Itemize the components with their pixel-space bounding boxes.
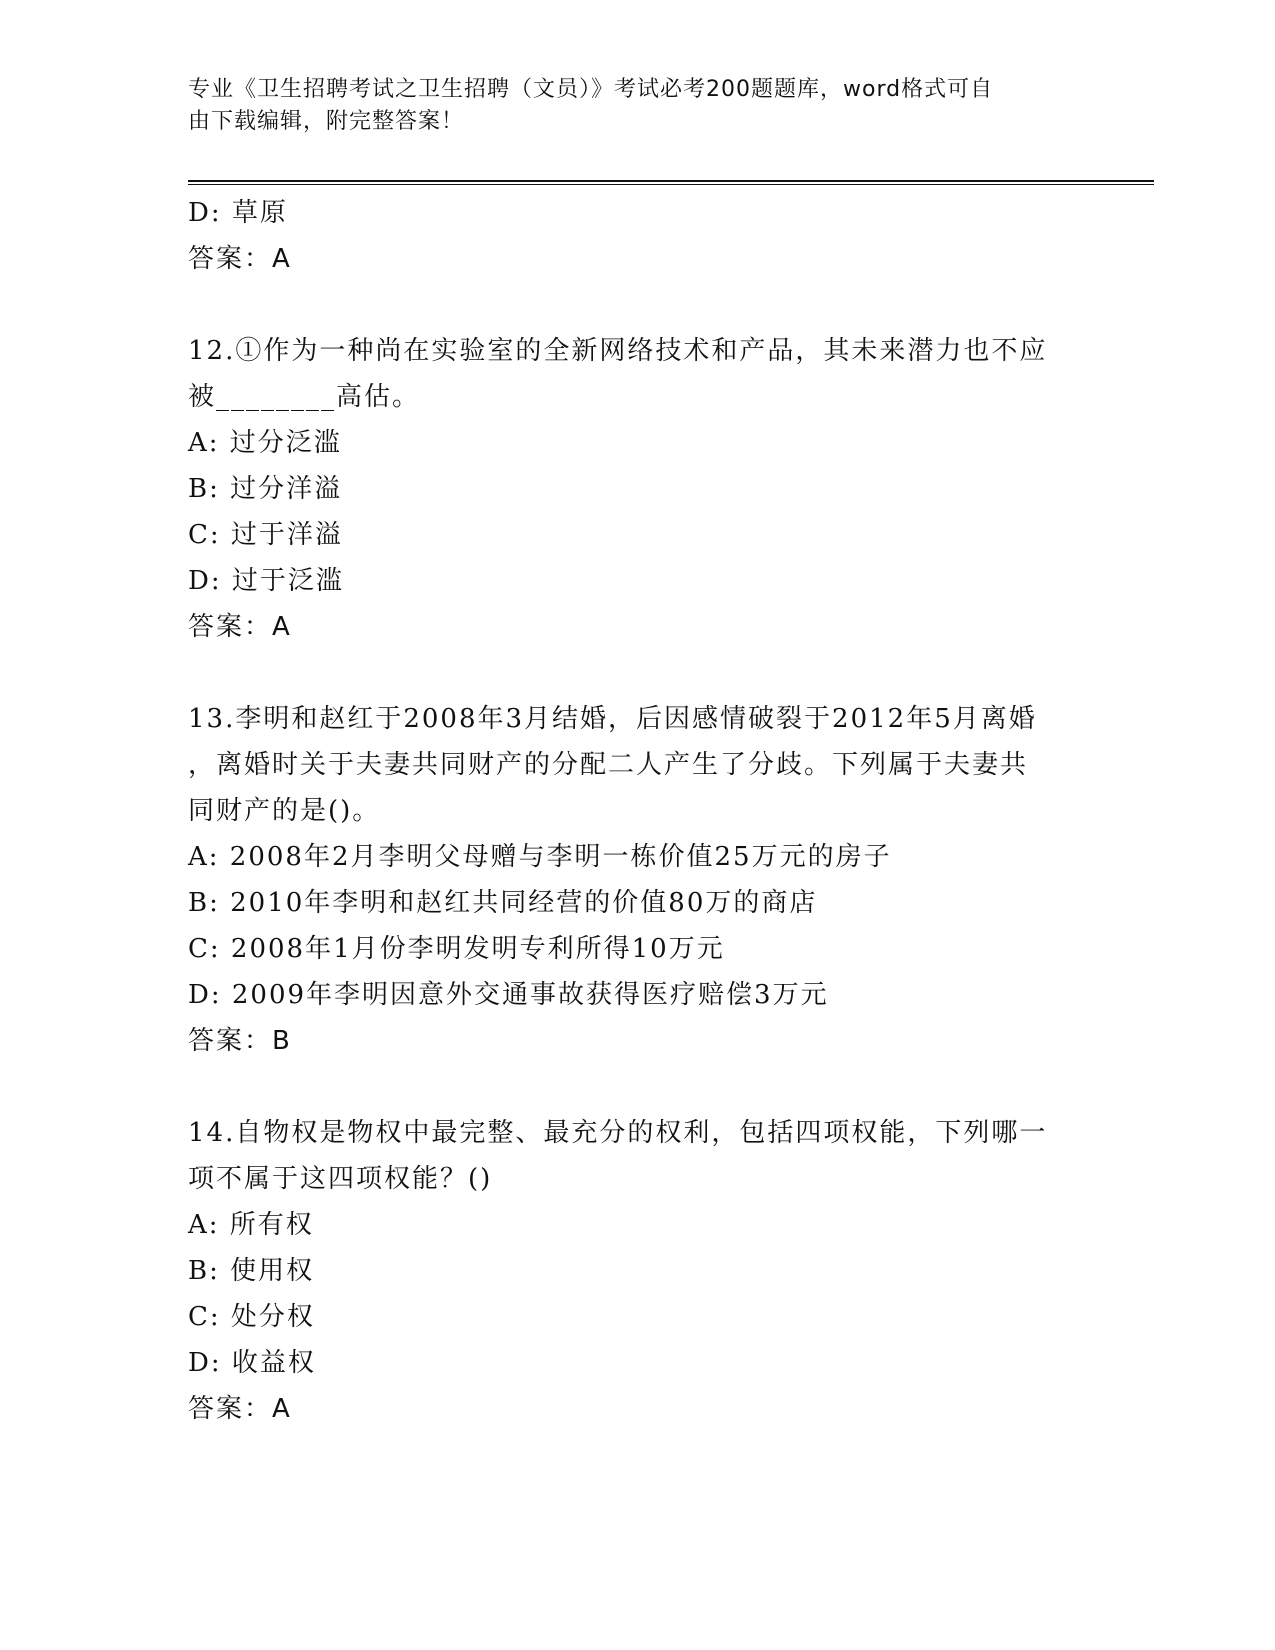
header-divider-thin	[188, 184, 1154, 185]
question-11-tail	[188, 190, 1088, 282]
question-12	[188, 328, 1088, 650]
option-a: A: 2008年2月李明父母赠与李明一栋价值25万元的房子	[188, 842, 892, 872]
option-d: D: 过于泛滥	[188, 566, 344, 596]
answer-line: 答案：A	[188, 244, 292, 274]
answer-line: 答案：B	[188, 1026, 292, 1056]
question-13	[188, 696, 1088, 1064]
option-b: B: 使用权	[188, 1256, 315, 1286]
header-line-1: 专业《卫生招聘考试之卫生招聘（文员）》考试必考200题题库，word格式可自	[188, 77, 994, 102]
question-stem-line: 12.①作为一种尚在实验室的全新网络技术和产品，其未来潜力也不应	[188, 336, 1048, 366]
question-stem-line: 项不属于这四项权能？()	[188, 1164, 493, 1194]
question-stem-line: 14.自物权是物权中最完整、最充分的权利，包括四项权能，下列哪一	[188, 1118, 1048, 1148]
option-c: C: 处分权	[188, 1302, 315, 1332]
option-d: D: 草原	[188, 198, 288, 228]
question-14	[188, 1110, 1088, 1432]
spacer	[188, 650, 1088, 696]
answer-line: 答案：A	[188, 612, 292, 642]
spacer	[188, 282, 1088, 328]
question-stem-line: ，离婚时关于夫妻共同财产的分配二人产生了分歧。下列属于夫妻共	[188, 750, 1029, 780]
page-header	[188, 74, 1068, 138]
answer-line: 答案：A	[188, 1394, 292, 1424]
option-c: C: 2008年1月份李明发明专利所得10万元	[188, 934, 725, 964]
option-a: A: 过分泛滥	[188, 428, 342, 458]
question-list	[188, 190, 1088, 1432]
header-divider-thick	[188, 180, 1154, 182]
option-d: D: 2009年李明因意外交通事故获得医疗赔偿3万元	[188, 980, 829, 1010]
option-b: B: 过分洋溢	[188, 474, 343, 504]
option-c: C: 过于洋溢	[188, 520, 343, 550]
question-stem-line: 同财产的是()。	[188, 796, 381, 826]
option-d: D: 收益权	[188, 1348, 316, 1378]
question-stem-line: 13.李明和赵红于2008年3月结婚，后因感情破裂于2012年5月离婚	[188, 704, 1037, 734]
option-a: A: 所有权	[188, 1210, 314, 1240]
spacer	[188, 1064, 1088, 1110]
option-b: B: 2010年李明和赵红共同经营的价值80万的商店	[188, 888, 818, 918]
question-stem-line: 被________高估。	[188, 382, 421, 412]
header-line-2: 由下载编辑，附完整答案！	[188, 109, 465, 134]
